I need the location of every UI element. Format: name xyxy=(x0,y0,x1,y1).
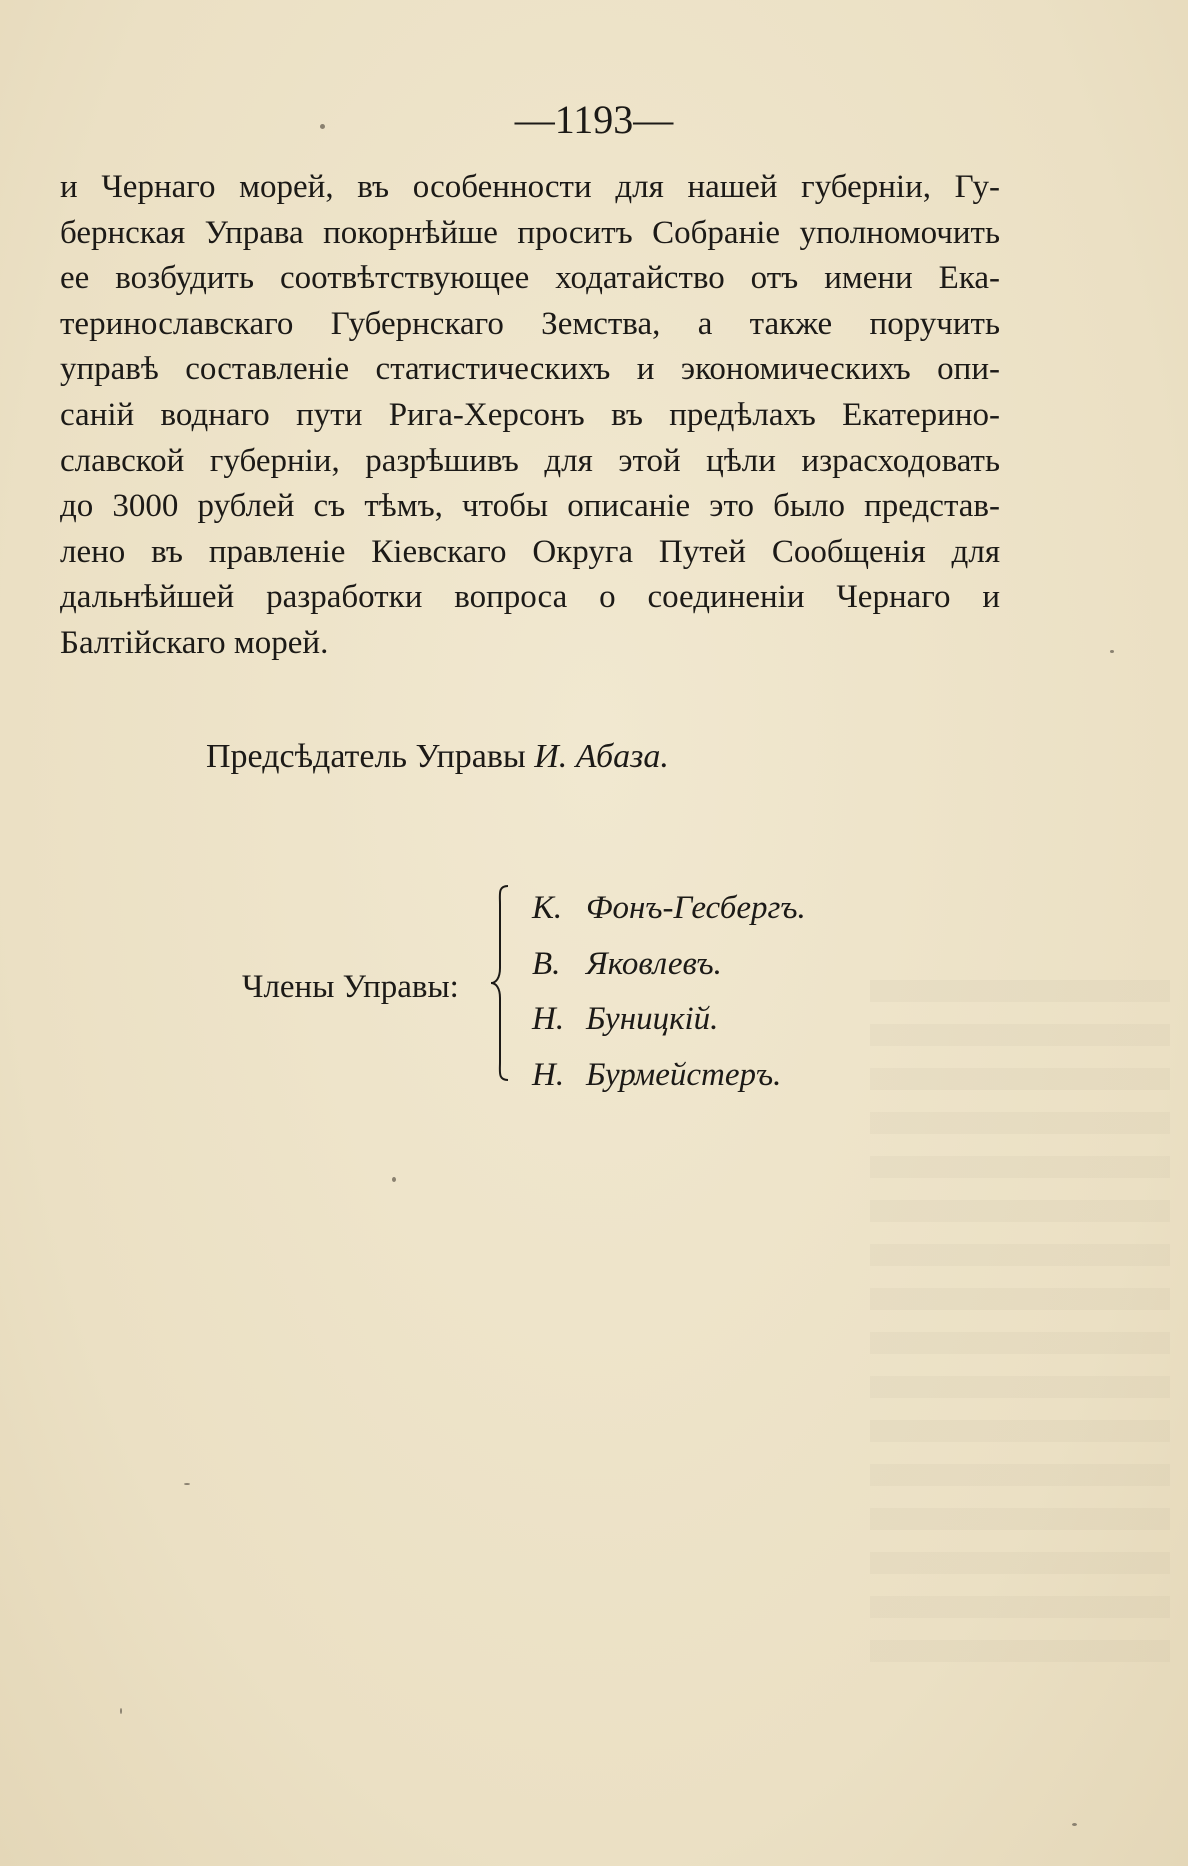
paper-speck xyxy=(120,1708,122,1714)
member-initial: В. xyxy=(532,945,561,982)
member-surname: Фонъ-Гесбергъ. xyxy=(586,890,806,926)
body-line: Балтійскаго морей. xyxy=(60,624,329,661)
show-through-texture xyxy=(870,980,1170,1680)
paper-speck xyxy=(184,1483,190,1485)
page-number: —1193— xyxy=(514,97,674,142)
member-initial: Н. xyxy=(532,1056,565,1093)
member-item xyxy=(532,992,806,1048)
body-line: славской губерніи, разрѣшивъ для этой цѣли израсходовать xyxy=(60,442,1000,479)
body-line: бернская Управа покорнѣйше проситъ Собраніе уполномочить xyxy=(60,214,1000,251)
body-line: до 3000 рублей съ тѣмъ, чтобы описаніе это было представ- xyxy=(60,488,1000,525)
member-item xyxy=(532,881,806,937)
chairman-name: И. Абаза. xyxy=(534,738,669,775)
body-line: ее возбудить соотвѣтствующее ходатайство отъ имени Ека- xyxy=(60,260,1000,297)
chairman-signature xyxy=(206,735,669,779)
chairman-title: Предсѣдатель Управы xyxy=(206,738,526,775)
member-surname: Яковлевъ. xyxy=(586,945,722,982)
body-line: саній воднаго пути Рига-Херсонъ въ предѣлахъ Екатерино- xyxy=(60,396,1000,433)
paper-speck xyxy=(1110,650,1114,653)
member-initial: К. xyxy=(532,890,563,926)
member-surname: Бурмейстеръ. xyxy=(586,1056,782,1093)
paper-speck xyxy=(392,1177,396,1182)
member-item xyxy=(532,937,806,993)
body-line: дальнѣйшей разработки вопроса о соединеніи Чернаго и xyxy=(60,579,1000,616)
body-paragraph xyxy=(60,165,1000,667)
body-line: управѣ составленіе статистическихъ и экономическихъ опи- xyxy=(60,351,1000,388)
paper-speck xyxy=(1072,1823,1077,1826)
member-surname: Буницкій. xyxy=(586,1001,719,1037)
member-item xyxy=(532,1048,806,1104)
body-line: теринославскаго Губернскаго Земства, а также поручить xyxy=(60,305,1000,342)
member-initial: Н. xyxy=(532,1001,565,1037)
body-line: и Чернаго морей, въ особенности для нашей губерніи, Гу- xyxy=(60,169,1000,205)
body-line: лено въ правленіе Кіевскаго Округа Путей Сообщенія для xyxy=(60,533,1000,570)
members-list xyxy=(532,881,806,1103)
members-label: Члены Управы: xyxy=(242,969,459,1005)
curly-brace-icon xyxy=(488,884,512,1082)
paper-speck xyxy=(320,124,325,129)
